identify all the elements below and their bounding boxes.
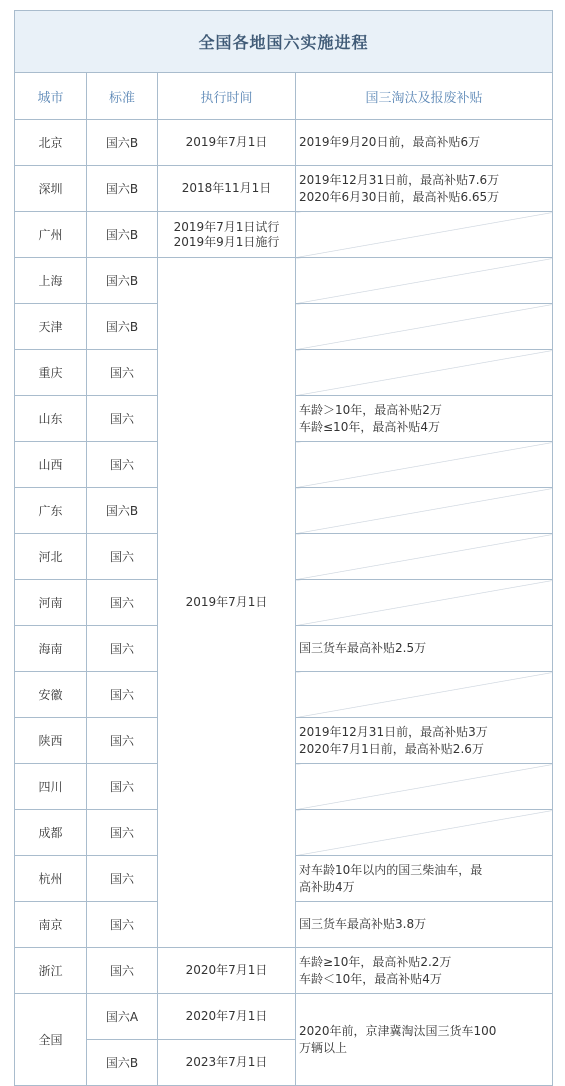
date-cell bbox=[158, 994, 296, 1040]
city-cell: 南京 bbox=[15, 902, 87, 948]
subsidy-line: 2020年前，京津冀淘汰国三货车100 bbox=[299, 1023, 497, 1038]
subsidy-cell bbox=[296, 534, 553, 580]
subsidy-line: 国三货车最高补贴3.8万 bbox=[299, 917, 427, 931]
standard-cell: 国六 bbox=[87, 672, 158, 718]
city-cell: 成都 bbox=[15, 810, 87, 856]
standard-cell: 国六 bbox=[87, 626, 158, 672]
standard-cell: 国六 bbox=[87, 534, 158, 580]
subsidy-cell bbox=[296, 672, 553, 718]
subsidy-cell bbox=[296, 442, 553, 488]
progress-table-wrapper bbox=[14, 10, 552, 1086]
city-cell: 上海 bbox=[15, 258, 87, 304]
subsidy-cell bbox=[296, 856, 553, 902]
subsidy-cell bbox=[296, 258, 553, 304]
standard-cell: 国六B bbox=[87, 304, 158, 350]
date-line: 2020年7月1日 bbox=[185, 963, 268, 977]
subsidy-line: 2019年12月31日前，最高补贴7.6万 bbox=[299, 172, 500, 187]
date-line: 2019年9月1日施行 bbox=[173, 234, 280, 249]
standard-cell: 国六B bbox=[87, 120, 158, 166]
city-cell: 河南 bbox=[15, 580, 87, 626]
subsidy-line: 对车龄10年以内的国三柴油车，最 bbox=[299, 862, 483, 877]
standard-cell: 国六 bbox=[87, 948, 158, 994]
header-time: 执行时间 bbox=[158, 73, 296, 120]
date-line: 2023年7月1日 bbox=[185, 1055, 268, 1069]
subsidy-line: 车龄＜10年，最高补贴4万 bbox=[299, 971, 442, 986]
subsidy-line: 国三货车最高补贴2.5万 bbox=[299, 641, 427, 655]
date-cell bbox=[158, 120, 296, 166]
city-cell: 重庆 bbox=[15, 350, 87, 396]
subsidy-cell bbox=[296, 580, 553, 626]
date-line: 2018年11月1日 bbox=[181, 181, 272, 195]
date-cell bbox=[158, 212, 296, 258]
city-cell: 山东 bbox=[15, 396, 87, 442]
city-cell: 天津 bbox=[15, 304, 87, 350]
date-line: 2019年7月1日 bbox=[185, 135, 268, 149]
city-cell: 深圳 bbox=[15, 166, 87, 212]
subsidy-line: 2019年9月20日前，最高补贴6万 bbox=[299, 135, 481, 149]
subsidy-cell bbox=[296, 994, 553, 1086]
city-cell: 杭州 bbox=[15, 856, 87, 902]
date-cell bbox=[158, 1040, 296, 1086]
standard-cell: 国六 bbox=[87, 396, 158, 442]
subsidy-cell bbox=[296, 120, 553, 166]
subsidy-line: 高补助4万 bbox=[299, 879, 355, 894]
table-row bbox=[15, 166, 553, 212]
subsidy-cell bbox=[296, 626, 553, 672]
subsidy-cell bbox=[296, 948, 553, 994]
header-subsidy: 国三淘汰及报废补贴 bbox=[296, 73, 553, 120]
standard-cell: 国六 bbox=[87, 764, 158, 810]
date-cell: 2019年7月1日 bbox=[158, 258, 296, 948]
city-cell: 北京 bbox=[15, 120, 87, 166]
subsidy-cell bbox=[296, 810, 553, 856]
date-line: 2019年7月1日试行 bbox=[173, 219, 280, 234]
subsidy-cell bbox=[296, 902, 553, 948]
subsidy-cell bbox=[296, 166, 553, 212]
city-cell: 浙江 bbox=[15, 948, 87, 994]
city-cell: 海南 bbox=[15, 626, 87, 672]
standard-cell: 国六 bbox=[87, 580, 158, 626]
table-row bbox=[15, 212, 553, 258]
standard-cell: 国六 bbox=[87, 902, 158, 948]
standard-cell: 国六A bbox=[87, 994, 158, 1040]
date-cell bbox=[158, 948, 296, 994]
progress-table bbox=[14, 10, 553, 1086]
subsidy-line: 2020年6月30日前，最高补贴6.65万 bbox=[299, 189, 500, 204]
city-cell: 安徽 bbox=[15, 672, 87, 718]
subsidy-cell bbox=[296, 212, 553, 258]
header-standard: 标准 bbox=[87, 73, 158, 120]
city-cell: 广东 bbox=[15, 488, 87, 534]
standard-cell: 国六 bbox=[87, 442, 158, 488]
subsidy-line: 万辆以上 bbox=[299, 1040, 348, 1055]
subsidy-cell bbox=[296, 488, 553, 534]
standard-cell: 国六 bbox=[87, 856, 158, 902]
city-cell: 四川 bbox=[15, 764, 87, 810]
table-row bbox=[15, 948, 553, 994]
standard-cell: 国六B bbox=[87, 1040, 158, 1086]
standard-cell: 国六B bbox=[87, 488, 158, 534]
subsidy-cell bbox=[296, 764, 553, 810]
subsidy-cell bbox=[296, 396, 553, 442]
subsidy-cell bbox=[296, 350, 553, 396]
city-cell: 全国 bbox=[15, 994, 87, 1086]
city-cell: 广州 bbox=[15, 212, 87, 258]
subsidy-line: 车龄≤10年，最高补贴4万 bbox=[299, 419, 440, 434]
standard-cell: 国六 bbox=[87, 350, 158, 396]
standard-cell: 国六B bbox=[87, 258, 158, 304]
standard-cell: 国六 bbox=[87, 718, 158, 764]
table-row bbox=[15, 258, 553, 304]
city-cell: 河北 bbox=[15, 534, 87, 580]
standard-cell: 国六 bbox=[87, 810, 158, 856]
subsidy-cell bbox=[296, 718, 553, 764]
date-line: 2020年7月1日 bbox=[185, 1009, 268, 1023]
standard-cell: 国六B bbox=[87, 212, 158, 258]
subsidy-line: 2019年12月31日前，最高补贴3万 bbox=[299, 724, 488, 739]
header-city: 城市 bbox=[15, 73, 87, 120]
header-row bbox=[15, 73, 553, 120]
subsidy-cell bbox=[296, 304, 553, 350]
standard-cell: 国六B bbox=[87, 166, 158, 212]
city-cell: 山西 bbox=[15, 442, 87, 488]
city-cell: 陕西 bbox=[15, 718, 87, 764]
subsidy-line: 车龄＞10年，最高补贴2万 bbox=[299, 402, 442, 417]
table-row bbox=[15, 120, 553, 166]
table-title: 全国各地国六实施进程 bbox=[15, 11, 553, 73]
subsidy-line: 车龄≥10年，最高补贴2.2万 bbox=[299, 954, 452, 969]
subsidy-line: 2020年7月1日前，最高补贴2.6万 bbox=[299, 741, 484, 756]
table-row bbox=[15, 994, 553, 1040]
date-cell bbox=[158, 166, 296, 212]
